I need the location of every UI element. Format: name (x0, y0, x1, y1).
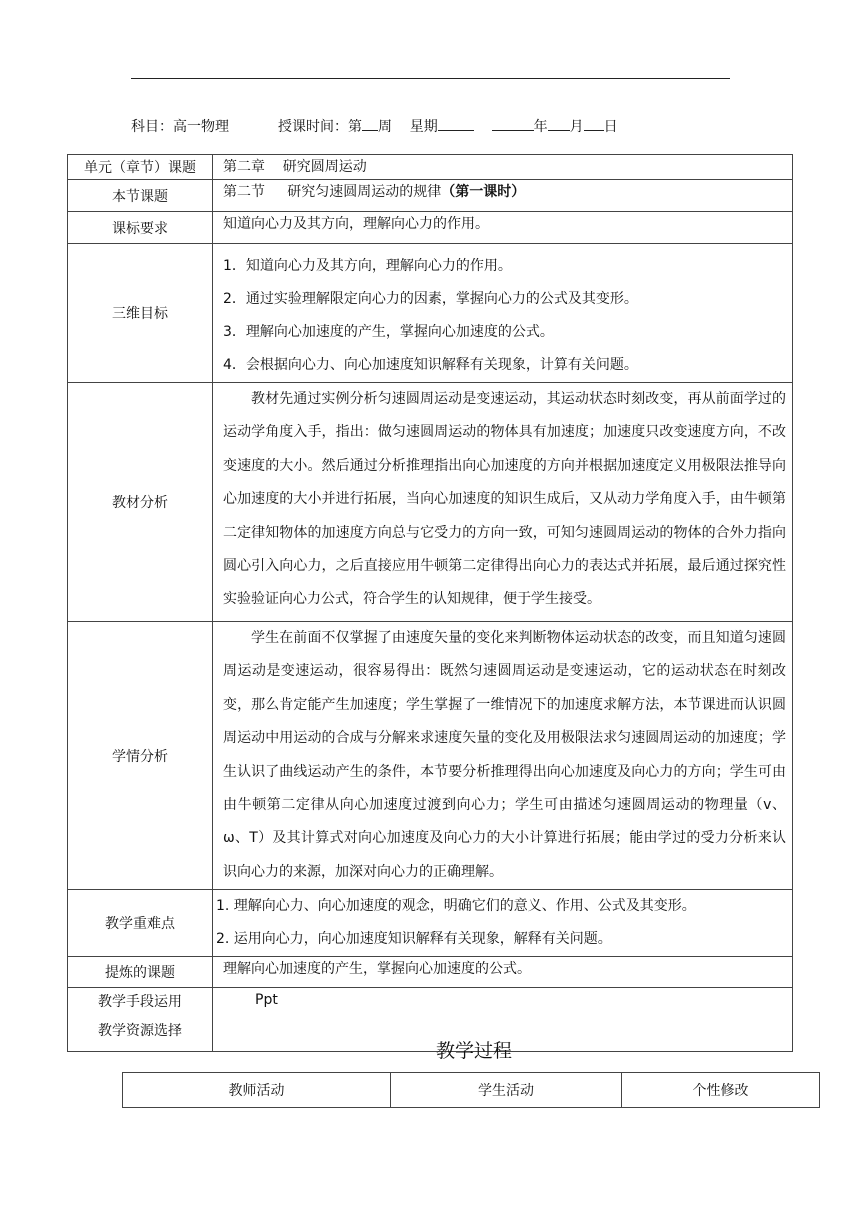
goal-item: 3．理解向心加速度的产生，掌握向心加速度的公式。 (223, 324, 554, 340)
row-topic (68, 180, 793, 212)
goal-item: 4．会根据向心力、向心加速度知识解释有关现象，计算有关问题。 (223, 357, 638, 373)
unit-label: 单元（章节）课题 (68, 155, 213, 180)
key-point-item: 2. 运用向心力，向心加速度知识解释有关现象，解释有关问题。 (216, 931, 612, 948)
textbook-analysis: 教材先通过实例分析匀速圆周运动是变速运动，其运动状态时刻改变，再从前面学过的运动学角度入手，指出：做匀速圆周运动的物体具有加速度；加速度只改变速度方向，不改变速度的大小。然后通过分析推理指出向心加速度的方向并根据加速度定义用极限法推导向心加速度的大小并进行拓展，当向心加速度的知识生成后，又从动力学角度入手，由牛顿第二定律知物体的加速度方向总与它受力的方向一致，可知匀速圆周运动的物体的合外力指向圆心引入向心力，之后直接应用牛顿第二定律得出向心力的表达式并拓展，最后通过探究性实验验证向心力公式，符合学生的认知规律，便于学生接受。 (223, 391, 786, 608)
unit-value: 第二章 研究圆周运动 (223, 159, 367, 175)
students-label: 学情分析 (68, 622, 213, 890)
goals-label: 三维目标 (68, 244, 213, 383)
weekday-blank (438, 116, 474, 131)
student-analysis: 学生在前面不仅掌握了由速度矢量的变化来判断物体运动状态的改变，而且知道匀速圆周运动是变速运动，很容易得出：既然匀速圆周运动是变速运动，它的运动状态在时刻改变，那么肯定能产生加速度；学生掌握了一维情况下的加速度求解方法，本节课进而认识圆周运动中用运动的合成与分解来求速度矢量的变化及用极限法求匀速圆周运动的加速度；学生认识了曲线运动产生的条件，本节要分析推理得出向心加速度及向心力的方向；学生可由由牛顿第二定律从向心加速度过渡到向心力；学生可由描述匀速圆周运动的物理量（v、ω、T）及其计算式对向心加速度及向心力的大小计算进行拓展；能由学过的受力分析来认识向心力的来源，加深对向心力的正确理解。 (223, 630, 786, 880)
weekday-label: 星期 (409, 119, 438, 135)
row-goals (68, 244, 793, 383)
day-blank (584, 116, 604, 131)
subject-label: 科目：高一物理 (131, 119, 229, 135)
goals-list (223, 244, 786, 382)
time-label: 授课时间：第 (277, 119, 362, 135)
week-suffix: 周 (377, 119, 392, 135)
header-rule (131, 78, 730, 79)
row-textbook (68, 383, 793, 622)
means-value: Ppt (255, 992, 278, 1009)
key-points-list (216, 890, 786, 956)
topic-label: 本节课题 (68, 180, 213, 212)
lesson-plan-table (67, 154, 793, 1052)
standard-value: 知道向心力及其方向，理解向心力的作用。 (223, 216, 489, 232)
teacher-activity-header: 教师活动 (123, 1073, 391, 1108)
refined-value: 理解向心加速度的产生，掌握向心加速度的公式。 (223, 961, 531, 978)
process-title: 教学过程 (435, 1040, 512, 1062)
process-table (122, 1072, 820, 1108)
key-point-item: 1. 理解向心力、向心加速度的观念，明确它们的意义、作用、公式及其变形。 (216, 898, 696, 915)
goal-item: 2．通过实验理解限定向心力的因素，掌握向心力的公式及其变形。 (223, 291, 638, 307)
month-blank (548, 116, 570, 131)
row-unit (68, 155, 793, 180)
topic-value: 第二节 研究匀速圆周运动的规律 (223, 184, 442, 200)
week-blank (362, 116, 378, 131)
resources-label: 教学资源选择 (98, 1023, 182, 1040)
textbook-label: 教材分析 (68, 383, 213, 622)
student-activity-header: 学生活动 (391, 1073, 622, 1108)
month-label: 月 (569, 119, 584, 135)
row-key-points (68, 890, 793, 957)
goal-item: 1．知道向心力及其方向，理解向心力的作用。 (223, 258, 512, 274)
row-refined (68, 957, 793, 988)
year-label: 年 (533, 119, 548, 135)
process-header-row (123, 1073, 820, 1108)
standard-label: 课标要求 (68, 212, 213, 244)
row-standard (68, 212, 793, 244)
personal-revision-header: 个性修改 (622, 1073, 820, 1108)
row-students (68, 622, 793, 890)
refined-label: 提炼的课题 (68, 957, 213, 988)
day-label: 日 (603, 119, 618, 135)
year-blank (492, 116, 534, 131)
topic-period: （第一课时） (441, 184, 526, 200)
meta-line (131, 116, 618, 136)
means-label: 教学手段运用 (98, 994, 182, 1011)
key-points-label: 教学重难点 (68, 890, 213, 957)
